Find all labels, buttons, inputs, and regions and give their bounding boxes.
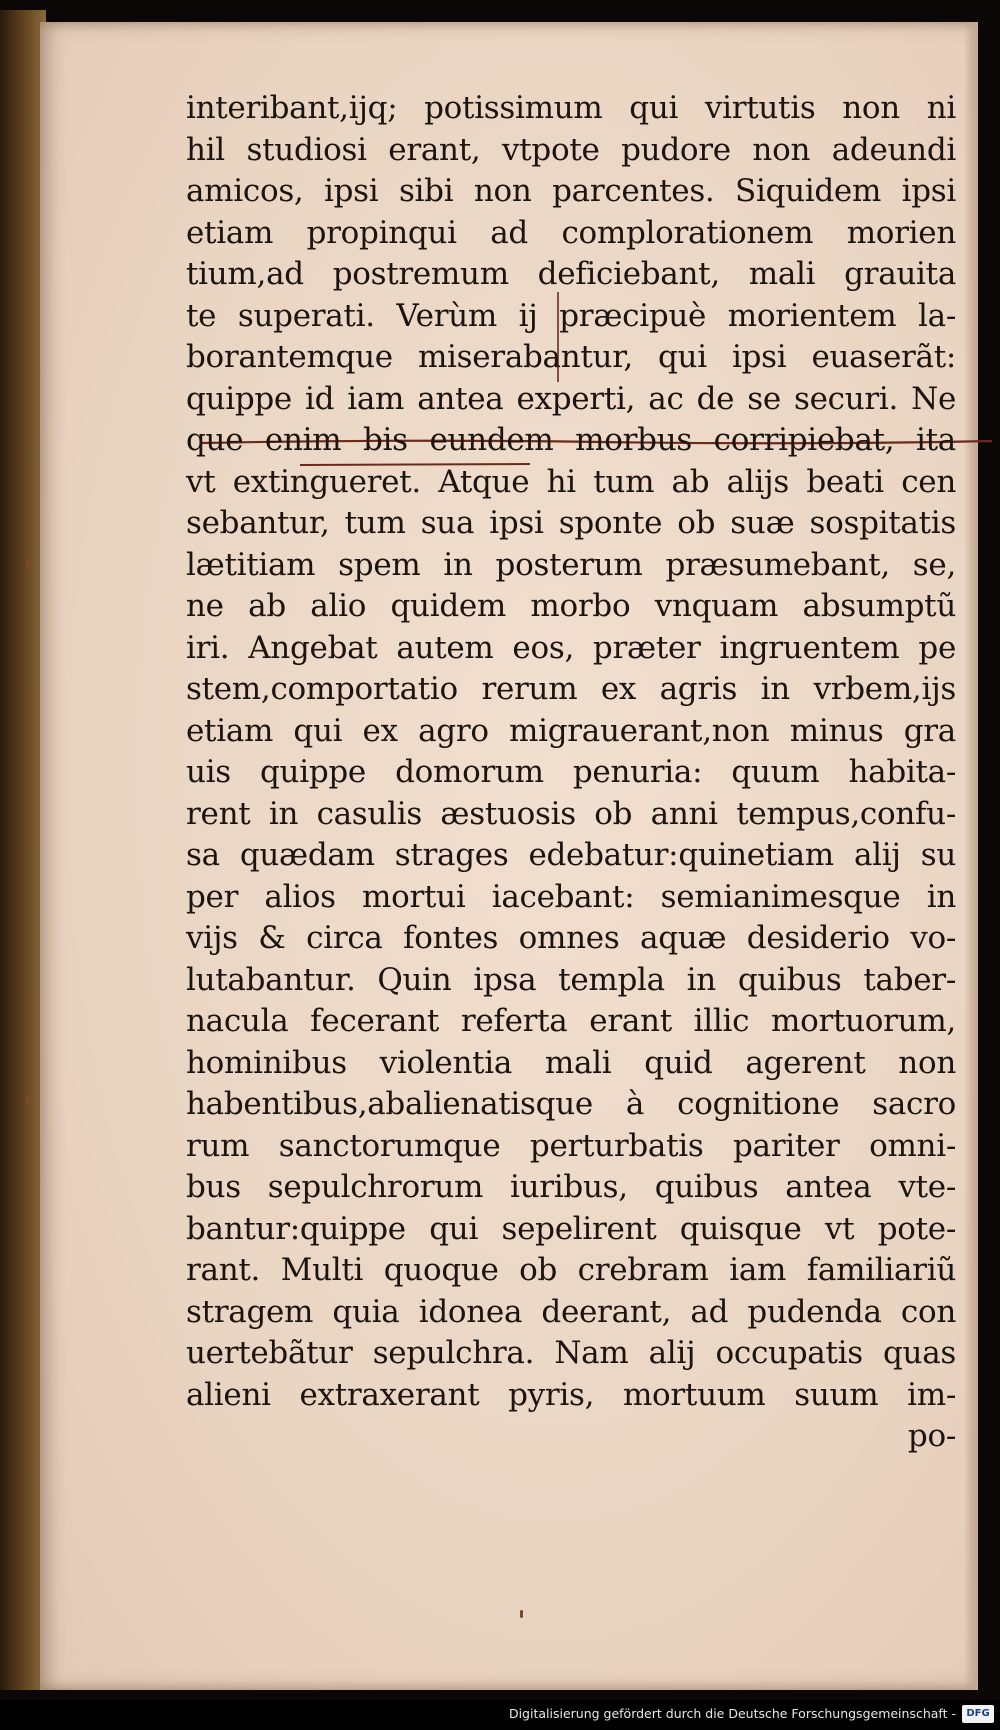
page-text	[186, 88, 966, 1458]
text-line: ne ab alio quidem morbo vnquam absumptũ	[186, 588, 956, 624]
text-line: quippe id iam antea experti, ac de se securi. Ne	[186, 380, 956, 417]
text-line: hominibus violentia mali quid agerent non	[186, 1044, 956, 1081]
page-speck	[520, 1610, 523, 1618]
text-line: rant. Multi quoque ob crebram iam familiariũ	[186, 1252, 956, 1288]
text-line: hil studiosi erant, vtpote pudore non adeundi	[186, 131, 956, 168]
text-line: lutabantur. Quin ipsa templa in quibus taber-	[186, 961, 956, 998]
text-line: uis quippe domorum penuria: quum habita-	[186, 754, 956, 790]
text-line: nacula fecerant referta erant illic mortuorum,	[186, 1003, 956, 1039]
text-line: sa quædam strages edebatur:quinetiam alij su	[186, 837, 956, 873]
text-line: etiam propinqui ad complorationem morien	[186, 214, 956, 251]
text-line: etiam qui ex agro migrauerant,non minus gra	[186, 712, 956, 749]
text-line: tium,ad postremum deficiebant, mali grauita	[186, 256, 956, 292]
text-line: stragem quia idonea deerant, ad pudenda con	[186, 1293, 956, 1330]
catchword: po-	[907, 1418, 956, 1454]
margin-mark	[26, 1095, 30, 1105]
text-line: sebantur, tum sua ipsi sponte ob suæ sospitatis	[186, 505, 956, 541]
text-line: bus sepulchrorum iuribus, quibus antea vte-	[186, 1169, 956, 1205]
digitization-credit: Digitalisierung gefördert durch die Deutsche Forschungsgemeinschaft -	[508, 1706, 956, 1721]
text-line: amicos, ipsi sibi non parcentes. Siquidem ipsi	[186, 173, 956, 209]
page-edge-shadow	[964, 22, 978, 1690]
text-line: alieni extraxerant pyris, mortuum suum im-	[186, 1376, 956, 1413]
text-line: iri. Angebat autem eos, præter ingruentem pe	[186, 629, 956, 666]
text-line: lætitiam spem in posterum præsumebant, se,	[186, 546, 956, 583]
text-line: vijs & circa fontes omnes aquæ desiderio vo-	[186, 920, 956, 956]
text-line: rent in casulis æstuosis ob anni tempus,confu-	[186, 795, 956, 832]
text-line: stem,comportatio rerum ex agris in vrbem,ijs	[186, 671, 956, 707]
text-line: que enim bis eundem morbus corripiebat, ita	[186, 422, 956, 458]
dfg-logo: DFG	[962, 1705, 994, 1723]
text-line: bantur:quippe qui sepelirent quisque vt pote-	[186, 1210, 956, 1247]
text-line: interibant,ijq; potissimum qui virtutis non ni	[186, 90, 956, 126]
text-line: te superati. Verùm ij præcipuè morientem la-	[186, 297, 956, 334]
text-line: habentibus,abalienatisque à cognitione sacro	[186, 1086, 956, 1122]
text-line: rum sanctorumque perturbatis pariter omni-	[186, 1127, 956, 1164]
text-line: uertebãtur sepulchra. Nam alij occupatis quas	[186, 1335, 956, 1371]
text-line: vt extingueret. Atque hi tum ab alijs beati cen	[186, 463, 956, 500]
text-line: borantemque miserabantur, qui ipsi euaserãt:	[186, 339, 956, 375]
margin-mark	[26, 560, 30, 570]
text-line: per alios mortui iacebant: semianimesque in	[186, 878, 956, 915]
